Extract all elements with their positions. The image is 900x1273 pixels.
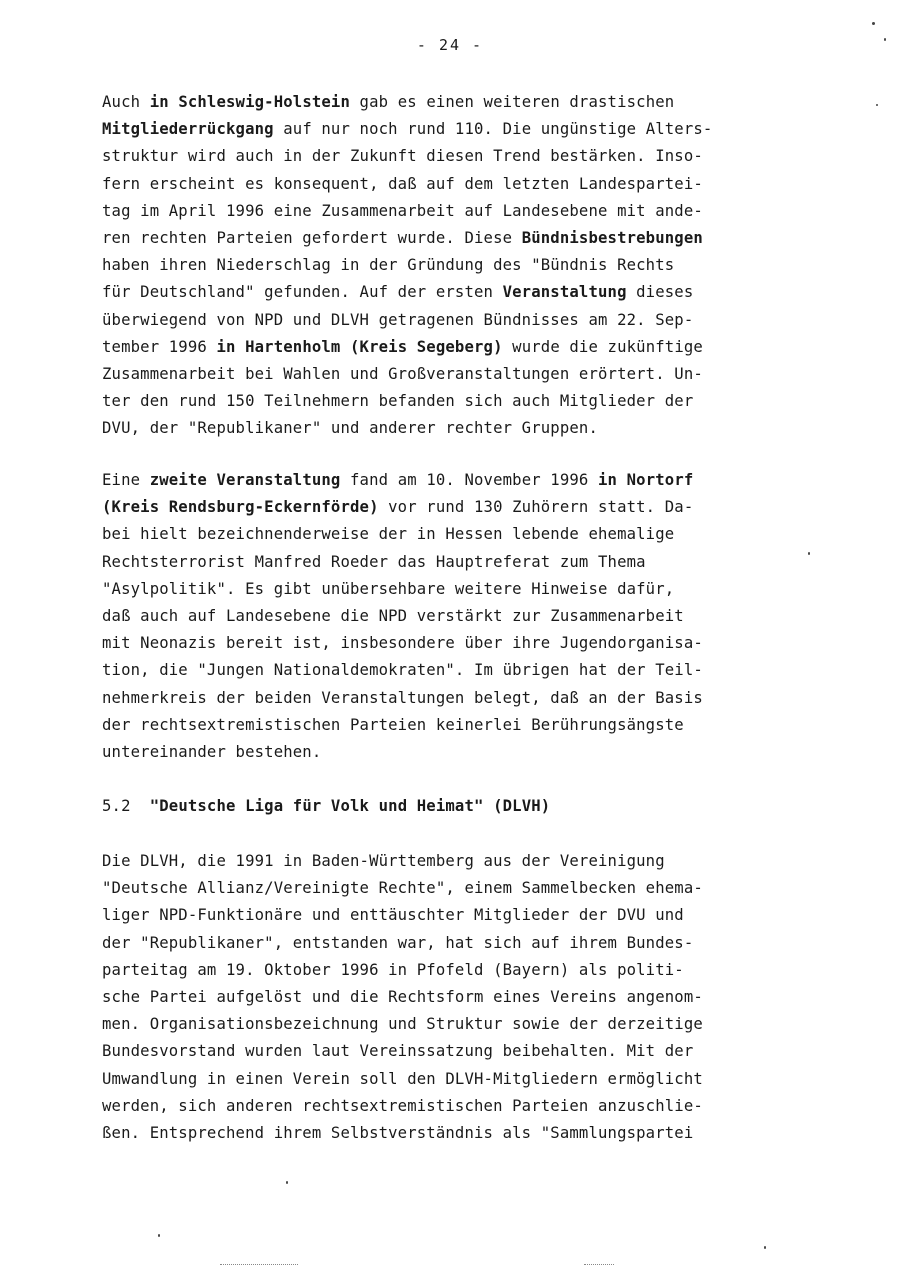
text-line [102,255,674,275]
text-line [102,633,703,653]
scan-rule [584,1264,614,1265]
text-run: Umwandlung in einen Verein soll den DLVH-Mitgliedern ermöglicht [102,1069,703,1088]
scan-speck [764,1246,766,1249]
text-line [102,1014,703,1034]
text-line [102,418,598,438]
text-line [102,905,684,925]
text-line [102,228,703,248]
text-run: gab es einen weiteren drastischen [350,93,675,111]
text-run: ßen. Entsprechend ihrem Selbstverständnis als "Sammlungspartei [102,1124,694,1142]
text-line [102,470,693,490]
scan-speck [872,22,875,25]
scan-speck [884,38,886,41]
bold-text: Bündnisbestrebungen [521,229,703,247]
text-run: tember 1996 [102,337,217,356]
bold-text: (DLVH) [483,797,551,815]
text-line [102,174,703,194]
text-line [102,851,665,871]
bold-text: in Hartenholm (Kreis Segeberg) [216,337,503,356]
text-line [102,1069,703,1089]
text-line [102,987,703,1007]
text-line [102,391,693,411]
section-heading [102,796,550,816]
text-line [102,310,693,330]
text-run: werden, sich anderen rechtsextremistischen Parteien anzuschlie- [102,1096,703,1115]
scan-rule [220,1264,298,1265]
text-line [102,337,703,357]
bold-text: Mitgliederrückgang [102,120,274,139]
text-line [102,579,674,599]
text-line [102,660,703,680]
text-run: liger NPD-Funktionäre und enttäuschter Mitglieder der DVU und [102,906,684,925]
text-run: Die DLVH, die 1991 in Baden-Württemberg aus der Vereinigung [102,852,665,870]
text-run: Rechtsterrorist Manfred Roeder das Hauptreferat zum Thema [102,552,646,571]
text-run: ren rechten Parteien gefordert wurde. Diese [102,229,522,247]
text-run: wurde die zukünftige [502,337,703,356]
text-line [102,201,703,221]
text-run: tag im April 1996 eine Zusammenarbeit auf Landesebene mit ande- [102,201,703,220]
text-line [102,742,321,762]
text-line [102,715,684,735]
text-run: untereinander bestehen. [102,743,322,761]
text-line [102,1096,703,1116]
text-run: Zusammenarbeit bei Wahlen und Großveranstaltungen erörtert. Un- [102,365,703,383]
bold-text: (Kreis Rendsburg-Eckernförde) [102,498,379,517]
text-run: fand am 10. November 1996 [340,471,599,489]
text-run: dieses [626,283,694,302]
text-run: "Asylpolitik". Es gibt unübersehbare weitere Hinweise dafür, [102,579,675,598]
text-line [102,1041,693,1061]
text-run: der rechtsextremistischen Parteien keinerlei Berührungsängste [102,715,684,734]
text-line [102,146,703,166]
text-run: ter den rund 150 Teilnehmern befanden sich auch Mitglieder der [102,392,694,411]
text-line [102,878,703,898]
text-run: haben ihren Niederschlag in der Gründung des "Bündnis Rechts [102,256,675,275]
text-run: parteitag am 19. Oktober 1996 in Pfofeld (Bayern) als politi- [102,960,684,979]
text-run: überwiegend von NPD und DLVH getragenen Bündnisses am 22. Sep- [102,310,694,329]
text-line [102,119,712,139]
bold-text: Veranstaltung [502,283,627,302]
text-line [102,552,646,572]
bold-text: zweite Veranstaltung [149,471,341,489]
text-line [102,92,674,112]
scan-speck [808,552,810,555]
text-run: Eine [102,471,150,489]
text-run: der "Republikaner", entstanden war, hat sich auf ihrem Bundes- [102,933,694,952]
text-run: Auch [102,93,150,111]
text-run: fern erscheint es konsequent, daß auf dem letzten Landespartei- [102,174,703,193]
text-run: sche Partei aufgelöst und die Rechtsform eines Vereins angenom- [102,988,703,1006]
text-run: mit Neonazis bereit ist, insbesondere über ihre Jugendorganisa- [102,634,703,653]
bold-text: "Deutsche Liga für Volk und Heimat" [149,797,484,815]
text-run: DVU, der "Republikaner" und anderer rechter Gruppen. [102,419,598,438]
scan-speck [286,1181,288,1184]
text-run: Bundesvorstand wurden laut Vereinssatzung beibehalten. Mit der [102,1042,694,1061]
text-run: auf nur noch rund 110. Die ungünstige Alters- [273,120,713,139]
text-line [102,1123,693,1143]
text-line [102,282,693,302]
text-run: vor rund 130 Zuhörern statt. Da- [378,498,694,517]
text-line [102,606,684,626]
scan-speck [158,1234,160,1237]
text-run: men. Organisationsbezeichnung und Struktur sowie der derzeitige [102,1015,703,1034]
text-line [102,933,693,953]
bold-text: in Schleswig-Holstein [149,93,351,111]
text-line [102,524,674,544]
text-run: tion, die "Jungen Nationaldemokraten". Im übrigen hat der Teil- [102,661,703,680]
text-run: 5.2 [102,797,150,815]
text-run: "Deutsche Allianz/Vereinigte Rechte", einem Sammelbecken ehema- [102,879,703,898]
text-run: struktur wird auch in der Zukunft diesen Trend bestärken. Inso- [102,147,703,166]
text-run: bei hielt bezeichnenderweise der in Hessen lebende ehemalige [102,525,675,544]
page-number: - 24 - [416,36,484,54]
text-run: nehmerkreis der beiden Veranstaltungen belegt, daß an der Basis [102,688,703,707]
text-line [102,960,684,980]
bold-text: in Nortorf [598,471,694,489]
text-line [102,688,703,708]
text-line [102,364,703,384]
text-run: für Deutschland" gefunden. Auf der ersten [102,283,503,302]
text-line [102,497,693,517]
scan-speck [876,104,878,106]
text-run: daß auch auf Landesebene die NPD verstärkt zur Zusammenarbeit [102,607,684,625]
